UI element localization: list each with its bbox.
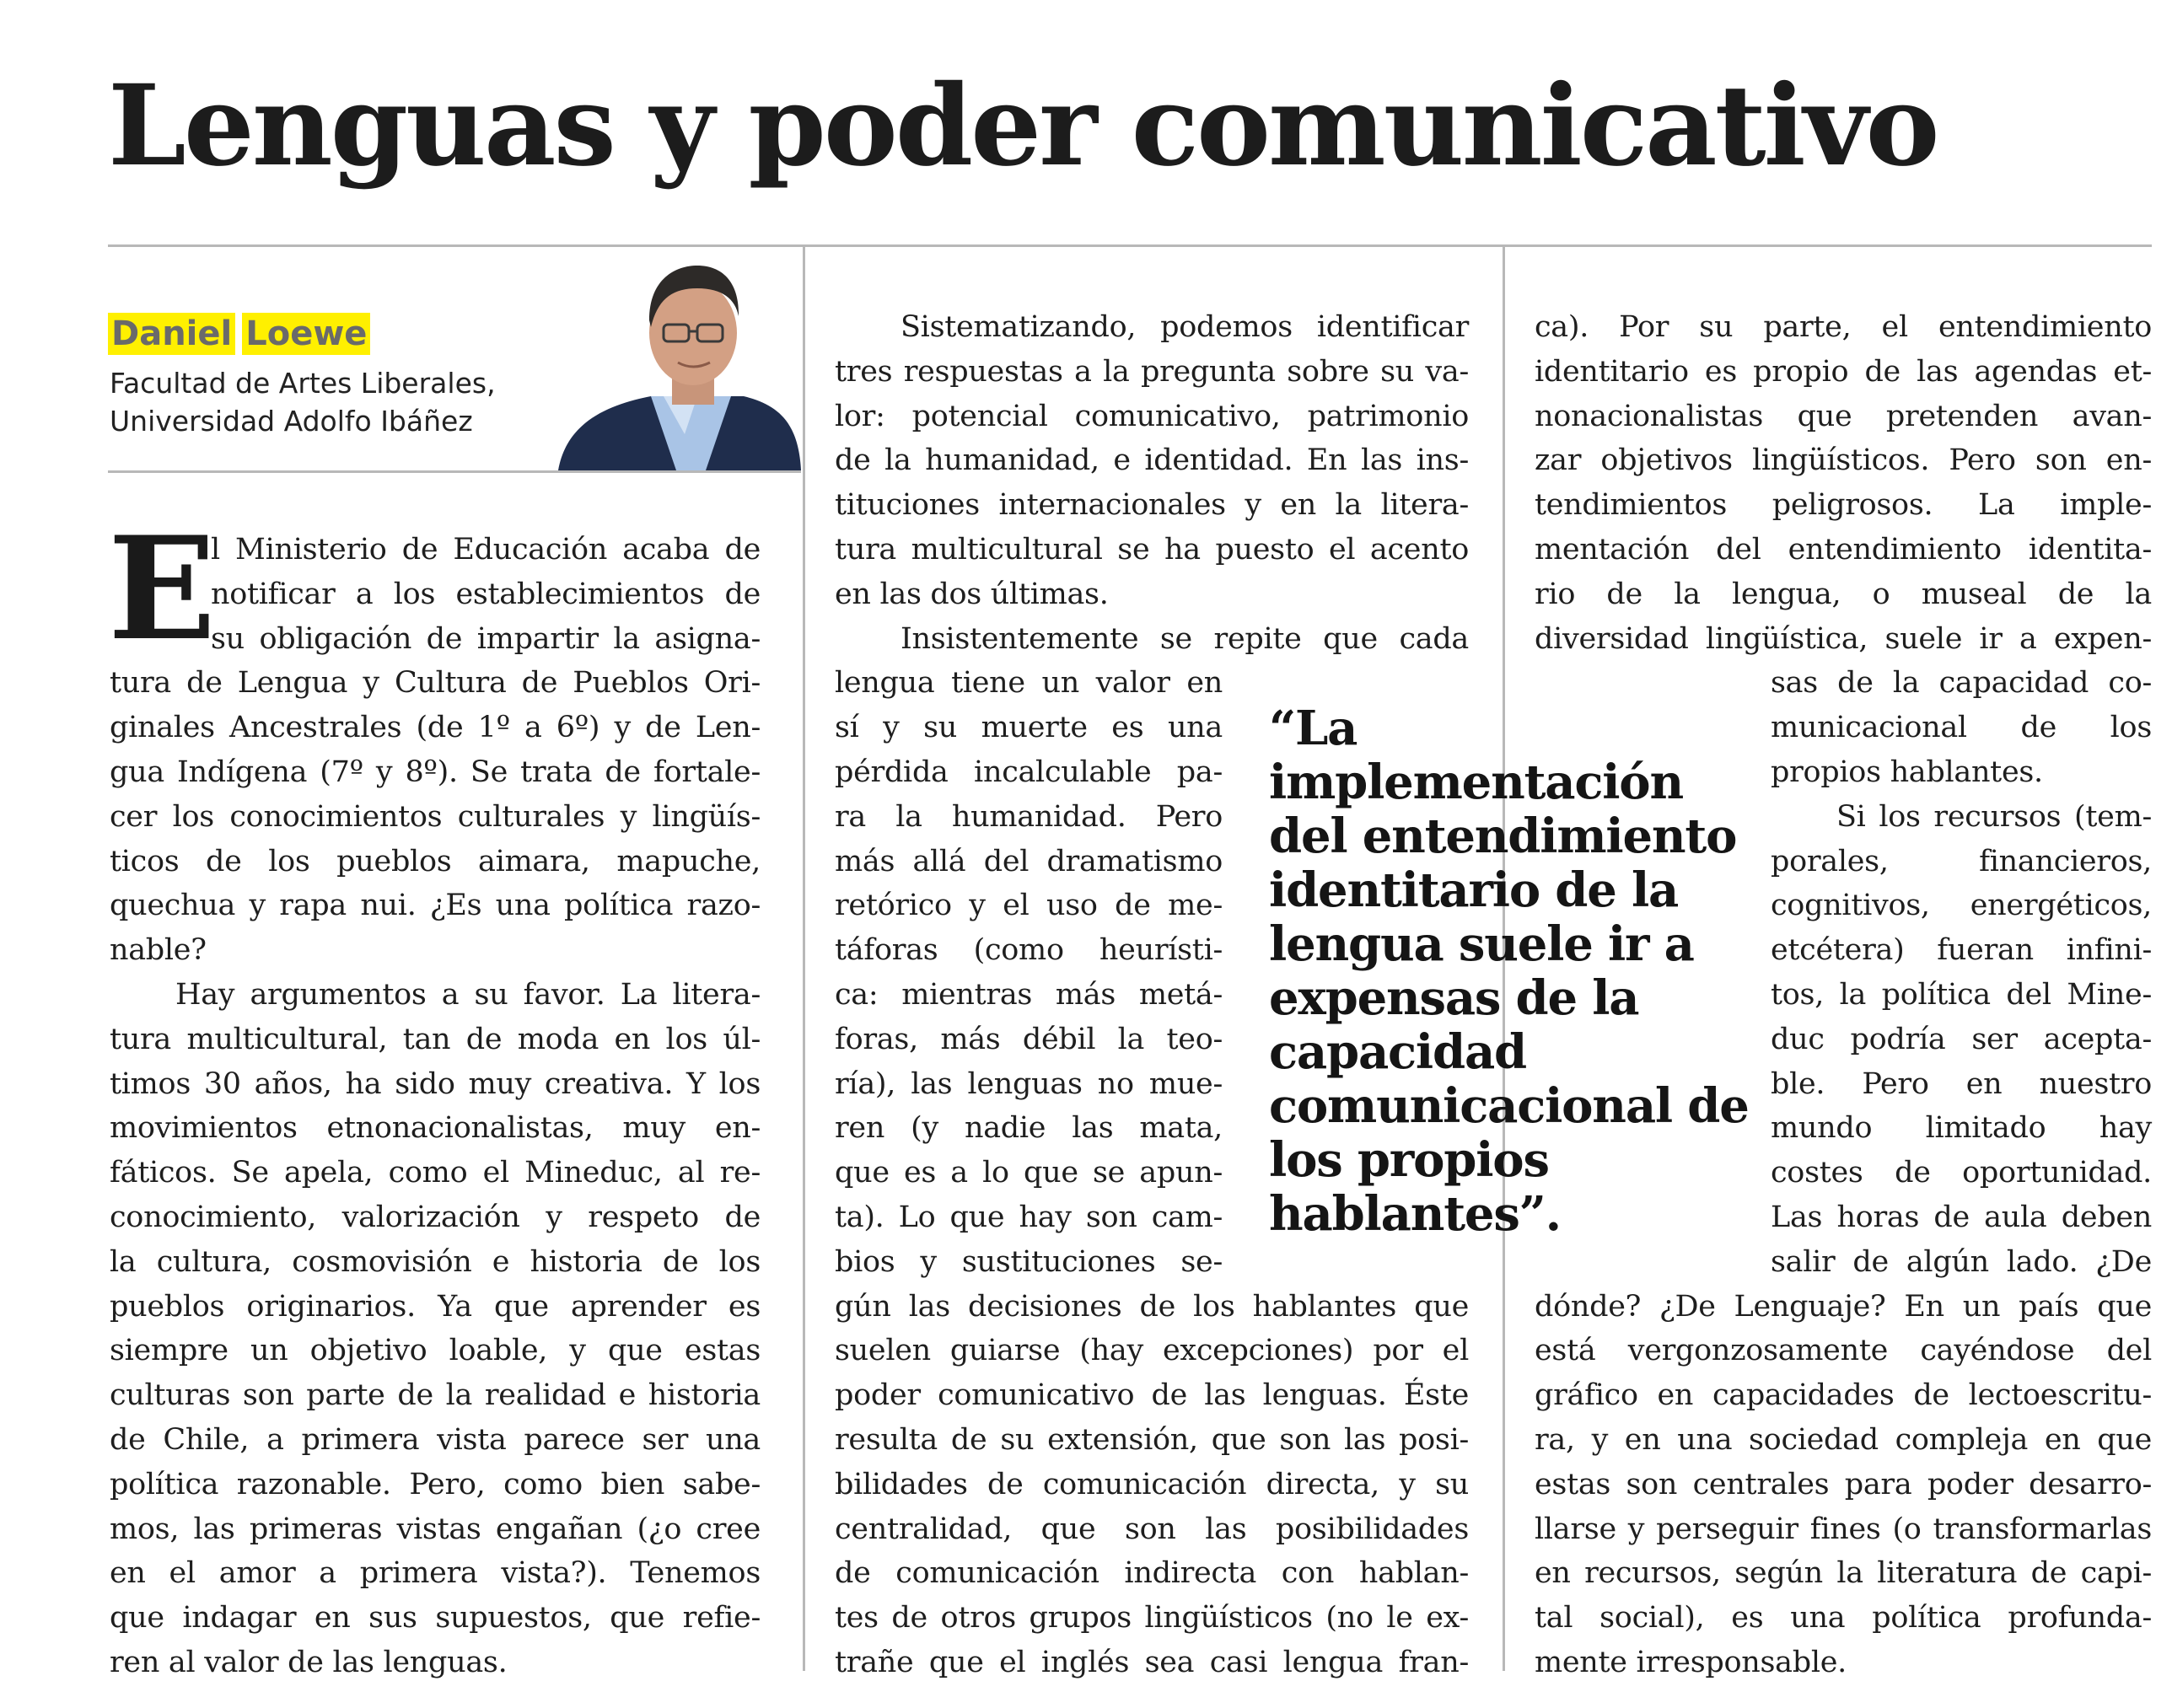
text-line: en el amor a primera vista?). Tenemos bbox=[110, 1556, 761, 1591]
text-line: suelen guiarse (hay excepciones) por el bbox=[835, 1334, 1469, 1368]
text-line: centralidad, que son las posibilidades bbox=[835, 1512, 1469, 1546]
text-line: tes de otros grupos lingüísticos (no le ex- bbox=[835, 1601, 1469, 1635]
text-line: lor: potencial comunicativo, patrimonio bbox=[835, 399, 1469, 433]
author-name bbox=[108, 310, 370, 357]
pull-quote-line: identitario de la bbox=[1269, 862, 1679, 918]
column-3-bottom bbox=[1535, 1285, 2152, 1685]
pull-quote-line: “La bbox=[1269, 701, 1358, 756]
text-line: gún las decisiones de los hablantes que bbox=[835, 1289, 1469, 1324]
column-3-top bbox=[1535, 305, 2152, 661]
text-line: municacional de los bbox=[1771, 711, 2152, 745]
text-line: de Chile, a primera vista parece ser una bbox=[110, 1422, 761, 1457]
text-line: ble. Pero en nuestro bbox=[1771, 1066, 2152, 1101]
text-line: fáticos. Se apela, como el Mineduc, al re- bbox=[110, 1156, 761, 1190]
text-line: tos, la política del Mine- bbox=[1771, 977, 2152, 1012]
pull-quote bbox=[1269, 701, 1749, 1242]
text-line: ra la humanidad. Pero bbox=[835, 799, 1223, 834]
text-line: ta). Lo que hay son cam- bbox=[835, 1200, 1223, 1234]
text-line: Las horas de aula deben bbox=[1771, 1200, 2152, 1234]
text-line: poder comunicativo de las lenguas. Éste bbox=[835, 1378, 1469, 1413]
text-line: política razonable. Pero, como bien sabe- bbox=[110, 1467, 761, 1501]
author-photo bbox=[550, 253, 801, 470]
text-line: trañe que el inglés sea casi lengua fran- bbox=[835, 1645, 1469, 1679]
text-line: costes de oportunidad. bbox=[1771, 1156, 2152, 1190]
text-line: estas son centrales para poder desarro- bbox=[1535, 1467, 2152, 1501]
text-line: tres respuestas a la pregunta sobre su va- bbox=[835, 354, 1469, 389]
text-line: Insistentemente se repite que cada bbox=[901, 621, 1469, 656]
text-line: cer los conocimientos culturales y lingüís- bbox=[110, 799, 761, 834]
text-line: de la humanidad, e identidad. En las ins- bbox=[835, 443, 1469, 478]
text-line: tal social), es una política profunda- bbox=[1535, 1601, 2152, 1635]
text-line: diversidad lingüística, suele ir a expen- bbox=[1535, 621, 2152, 656]
text-line: su obligación de impartir la asigna- bbox=[211, 621, 761, 656]
text-line: pueblos originarios. Ya que aprender es bbox=[110, 1289, 761, 1324]
text-line: tendimientos peligrosos. La imple- bbox=[1535, 488, 2152, 523]
text-line: gua Indígena (7º y 8º). Se trata de fortale- bbox=[110, 755, 761, 789]
text-line: siempre un objetivo loable, y que estas bbox=[110, 1334, 761, 1368]
text-line: está vergonzosamente cayéndose del bbox=[1535, 1334, 2152, 1368]
text-line: rio de la lengua, o museal de la bbox=[1535, 577, 2152, 611]
text-line: que indagar en sus supuestos, que refie- bbox=[110, 1601, 761, 1635]
text-line: llarse y perseguir fines (o transformarlas bbox=[1535, 1512, 2152, 1546]
text-line: sas de la capacidad co- bbox=[1771, 666, 2152, 701]
column-3-narrow bbox=[1771, 661, 2152, 1284]
text-line: de comunicación indirecta con hablan- bbox=[835, 1556, 1469, 1591]
text-line: bios y sustituciones se- bbox=[835, 1244, 1223, 1279]
pull-quote-line: capacidad bbox=[1269, 1024, 1526, 1080]
text-line: zar objetivos lingüísticos. Pero son en- bbox=[1535, 443, 2152, 478]
text-line: porales, financieros, bbox=[1771, 844, 2152, 878]
column-2-bottom bbox=[835, 1285, 1469, 1685]
text-line: Si los recursos (tem- bbox=[1836, 799, 2152, 834]
pull-quote-line: hablantes”. bbox=[1269, 1186, 1561, 1242]
column-2-top bbox=[835, 305, 1469, 661]
text-line: tura multicultural se ha puesto el acento bbox=[835, 532, 1469, 567]
column-2-narrow bbox=[835, 661, 1223, 1284]
text-line: ginales Ancestrales (de 1º a 6º) y de Len- bbox=[110, 711, 761, 745]
text-line: etcétera) fueran infini- bbox=[1771, 933, 2152, 968]
text-line: l Ministerio de Educación acaba de bbox=[211, 533, 761, 567]
pull-quote-line: expensas de la bbox=[1269, 970, 1639, 1026]
author-first-name: Daniel bbox=[108, 313, 235, 355]
text-line: Sistematizando, podemos identificar bbox=[901, 310, 1469, 344]
pull-quote-line: del entendimiento bbox=[1269, 808, 1737, 864]
column-1-dropcap-lines bbox=[211, 528, 761, 661]
affiliation-line: Universidad Adolfo Ibáñez bbox=[110, 405, 473, 438]
drop-cap: E bbox=[108, 505, 217, 672]
text-line: pérdida incalculable pa- bbox=[835, 755, 1223, 789]
pull-quote-line: implementación bbox=[1269, 755, 1683, 810]
text-line: salir de algún lado. ¿De bbox=[1771, 1244, 2152, 1279]
pull-quote-line: los propios bbox=[1269, 1132, 1549, 1188]
text-line: ra, y en una sociedad compleja en que bbox=[1535, 1422, 2152, 1457]
text-line: nonacionalistas que pretenden avan- bbox=[1535, 399, 2152, 433]
text-line: en recursos, según la literatura de capi- bbox=[1535, 1556, 2152, 1591]
text-line: ren (y nadie las mata, bbox=[835, 1111, 1223, 1146]
affiliation-line: Facultad de Artes Liberales, bbox=[110, 367, 496, 400]
text-line: Hay argumentos a su favor. La litera- bbox=[175, 977, 761, 1012]
column-1-body bbox=[110, 661, 761, 1684]
text-line: ren al valor de las lenguas. bbox=[110, 1645, 508, 1679]
text-line: la cultura, cosmovisión e historia de los bbox=[110, 1244, 761, 1279]
text-line: retórico y el uso de me- bbox=[835, 889, 1223, 923]
top-rule bbox=[108, 244, 2152, 247]
text-line: ría), las lenguas no mue- bbox=[835, 1066, 1223, 1101]
text-line: propios hablantes. bbox=[1771, 755, 2043, 789]
text-line: foras, más débil la teo- bbox=[835, 1022, 1223, 1056]
text-line: lengua tiene un valor en bbox=[835, 666, 1223, 701]
text-line: mente irresponsable. bbox=[1535, 1645, 1847, 1679]
text-line: tituciones internacionales y en la litera- bbox=[835, 488, 1469, 523]
text-line: conocimiento, valorización y respeto de bbox=[110, 1200, 761, 1234]
text-line: mentación del entendimiento identita- bbox=[1535, 532, 2152, 567]
text-line: culturas son parte de la realidad e historia bbox=[110, 1378, 761, 1413]
text-line: quechua y rapa nui. ¿Es una política razo- bbox=[110, 889, 761, 923]
text-line: ca: mientras más metá- bbox=[835, 977, 1223, 1012]
text-line: gráfico en capacidades de lectoescritu- bbox=[1535, 1378, 2152, 1413]
text-line: ca). Por su parte, el entendimiento bbox=[1535, 310, 2152, 344]
column-divider-1 bbox=[803, 246, 805, 1671]
text-line: mos, las primeras vistas engañan (¿o cree bbox=[110, 1512, 761, 1546]
text-line: resulta de su extensión, que son las posi- bbox=[835, 1422, 1469, 1457]
text-line: mundo limitado hay bbox=[1771, 1111, 2152, 1146]
text-line: notificar a los establecimientos de bbox=[211, 577, 761, 611]
text-line: ticos de los pueblos aimara, mapuche, bbox=[110, 844, 761, 878]
author-last-name: Loewe bbox=[242, 313, 370, 355]
text-line: tura multicultural, tan de moda en los úl- bbox=[110, 1022, 761, 1056]
pull-quote-line: lengua suele ir a bbox=[1269, 916, 1694, 972]
text-line: identitario es propio de las agendas et- bbox=[1535, 354, 2152, 389]
text-line: táforas (como heurísti- bbox=[835, 933, 1223, 968]
text-line: que es a lo que se apun- bbox=[835, 1156, 1223, 1190]
text-line: timos 30 años, ha sido muy creativa. Y los bbox=[110, 1066, 761, 1101]
author-affiliation bbox=[110, 364, 496, 440]
text-line: sí y su muerte es una bbox=[835, 711, 1223, 745]
text-line: más allá del dramatismo bbox=[835, 844, 1223, 878]
headline: Lenguas y poder comunicativo bbox=[108, 61, 1938, 191]
text-line: dónde? ¿De Lenguaje? En un país que bbox=[1535, 1289, 2152, 1324]
text-line: bilidades de comunicación directa, y su bbox=[835, 1467, 1469, 1501]
text-line: cognitivos, energéticos, bbox=[1771, 889, 2152, 923]
text-line: tura de Lengua y Cultura de Pueblos Ori- bbox=[110, 666, 761, 701]
text-line: movimientos etnonacionalistas, muy en- bbox=[110, 1111, 761, 1146]
text-line: en las dos últimas. bbox=[835, 577, 1109, 611]
pull-quote-line: comunicacional de bbox=[1269, 1078, 1749, 1134]
text-line: duc podría ser acepta- bbox=[1771, 1022, 2152, 1056]
text-line: nable? bbox=[110, 933, 207, 968]
author-rule bbox=[108, 470, 801, 473]
